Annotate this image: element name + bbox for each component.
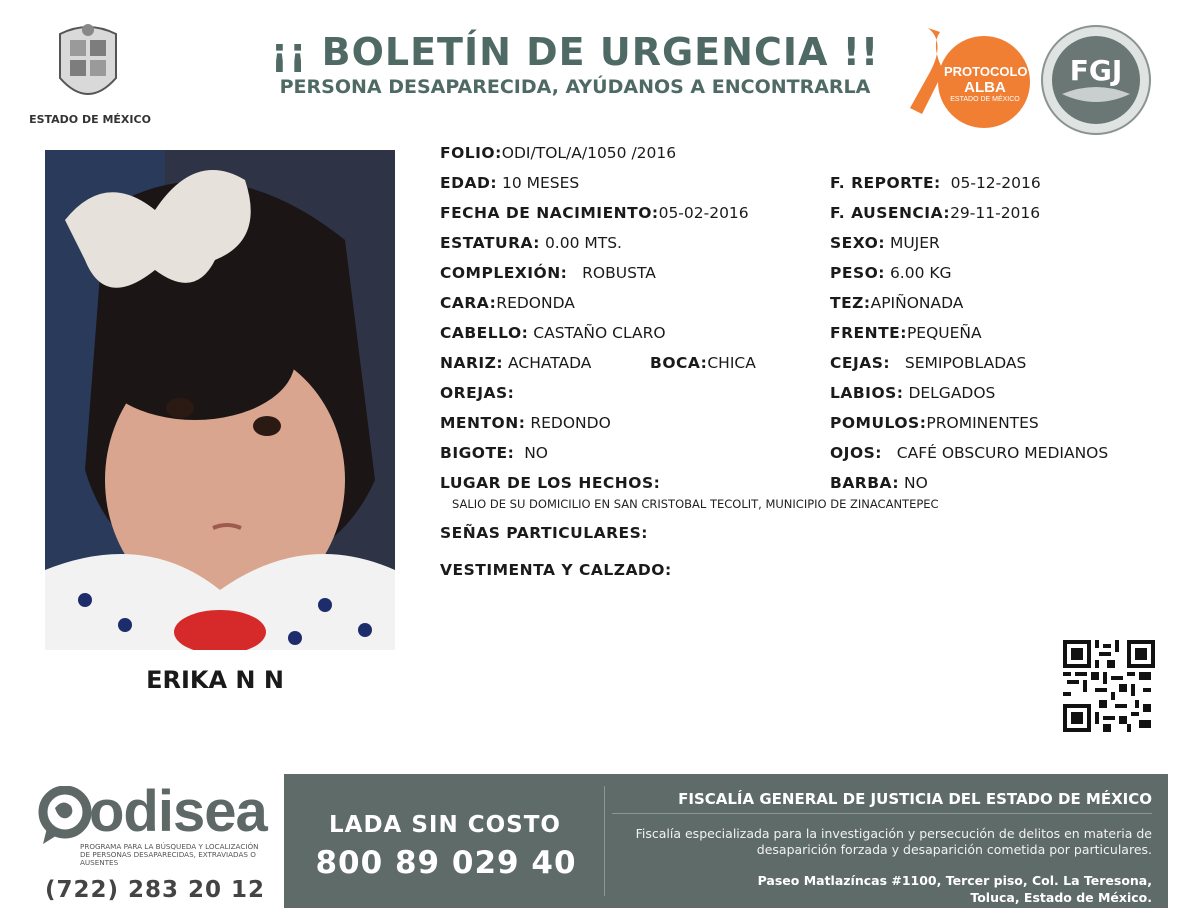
field-edad xyxy=(440,174,579,192)
field-label: SEXO: xyxy=(830,234,886,252)
field-label: ESTATURA: xyxy=(440,234,540,252)
field-value: PEQUEÑA xyxy=(906,324,982,342)
fgj-badge-icon xyxy=(1040,24,1152,136)
field-value: 0.00 MTS. xyxy=(544,234,622,252)
field-f-ausencia xyxy=(830,204,1040,222)
fiscalia-address xyxy=(612,872,1152,906)
field-menton xyxy=(440,414,611,432)
field-value: 05-12-2016 xyxy=(950,174,1041,192)
field-value: NO xyxy=(903,474,928,492)
field-f-reporte xyxy=(830,174,1041,192)
field-tez xyxy=(830,294,963,312)
qr-code-icon[interactable] xyxy=(1063,640,1155,732)
field-label: VESTIMENTA Y CALZADO: xyxy=(440,561,672,579)
field-value: ROBUSTA xyxy=(582,264,656,282)
field-cejas xyxy=(830,354,1026,372)
field-label: FOLIO: xyxy=(440,144,502,162)
field-value: 6.00 KG xyxy=(889,264,952,282)
fiscalia-name: FISCALÍA GENERAL DE JUSTICIA DEL ESTADO DE MÉXICO xyxy=(678,790,1152,808)
field-complexion xyxy=(440,264,656,282)
field-value: CHICA xyxy=(707,354,756,372)
field-label: TEZ: xyxy=(830,294,871,312)
alba-line3: ESTADO DE MÉXICO xyxy=(950,96,1020,103)
field-label: OJOS: xyxy=(830,444,882,462)
odisea-tagline: PROGRAMA PARA LA BÚSQUEDA Y LOCALIZACIÓN DE PERSONAS DESAPARECIDAS, EXTRAVIADAS O AUSENTES xyxy=(80,842,259,867)
field-pomulos xyxy=(830,414,1039,432)
field-label: NARIZ: xyxy=(440,354,504,372)
field-label: CEJAS: xyxy=(830,354,891,372)
field-label: CARA: xyxy=(440,294,497,312)
state-label: ESTADO DE MÉXICO xyxy=(29,113,151,126)
field-value: 10 MESES xyxy=(501,174,580,192)
field-fecha-nacimiento xyxy=(440,204,749,222)
fgj-text: FGJ xyxy=(1069,54,1123,87)
odisea-map-pin-icon xyxy=(37,786,93,846)
field-label: BIGOTE: xyxy=(440,444,515,462)
field-bigote xyxy=(440,444,548,462)
lada-number[interactable]: 800 89 029 40 xyxy=(315,845,577,881)
field-folio xyxy=(440,144,676,162)
field-label: LUGAR DE LOS HECHOS: xyxy=(440,474,661,492)
field-label: F. AUSENCIA: xyxy=(830,204,951,222)
person-name: ERIKA N N xyxy=(146,666,284,694)
field-value: 29-11-2016 xyxy=(950,204,1041,222)
field-cabello xyxy=(440,324,666,342)
field-sexo xyxy=(830,234,940,252)
field-labios xyxy=(830,384,995,402)
field-lugar-value: SALIO DE SU DOMICILIO EN SAN CRISTOBAL TECOLIT, MUNICIPIO DE ZINACANTEPEC xyxy=(452,497,939,511)
field-label: POMULOS: xyxy=(830,414,927,432)
field-peso xyxy=(830,264,952,282)
field-label: COMPLEXIÓN: xyxy=(440,264,568,282)
field-value: MUJER xyxy=(889,234,940,252)
footer-divider xyxy=(604,786,605,896)
field-label: CABELLO: xyxy=(440,324,529,342)
field-label: FRENTE: xyxy=(830,324,907,342)
field-barba xyxy=(830,474,928,492)
field-lugar xyxy=(440,474,660,492)
field-label: BARBA: xyxy=(830,474,900,492)
lada-label: LADA SIN COSTO xyxy=(329,812,561,838)
field-label: MENTON: xyxy=(440,414,526,432)
field-label: F. REPORTE: xyxy=(830,174,941,192)
alba-line1: PROTOCOLO xyxy=(944,64,1028,79)
field-senas xyxy=(440,524,648,542)
odisea-phone[interactable]: (722) 283 20 12 xyxy=(44,877,266,903)
field-label: PESO: xyxy=(830,264,885,282)
field-value: ODI/TOL/A/1050 /2016 xyxy=(501,144,677,162)
page-subtitle: PERSONA DESAPARECIDA, AYÚDANOS A ENCONTRARLA xyxy=(279,76,871,98)
page-title: ¡¡ BOLETÍN DE URGENCIA !! xyxy=(270,30,880,74)
field-label: BOCA: xyxy=(650,354,708,372)
field-orejas xyxy=(440,384,514,402)
field-value: ACHATADA xyxy=(508,354,592,372)
field-label: OREJAS: xyxy=(440,384,515,402)
field-value: 05-02-2016 xyxy=(658,204,749,222)
field-label: SEÑAS PARTICULARES: xyxy=(440,524,649,542)
address-line1: Paseo Matlazíncas #1100, Tercer piso, Col. La Teresona, xyxy=(757,873,1152,888)
field-value: DELGADOS xyxy=(908,384,996,402)
field-label: FECHA DE NACIMIENTO: xyxy=(440,204,659,222)
address-line2: Toluca, Estado de México. xyxy=(970,890,1152,905)
state-seal-icon xyxy=(50,20,126,110)
field-frente xyxy=(830,324,982,342)
field-value: APIÑONADA xyxy=(870,294,964,312)
field-value: CAFÉ OBSCURO MEDIANOS xyxy=(896,444,1109,462)
field-cara xyxy=(440,294,575,312)
field-value: REDONDA xyxy=(496,294,575,312)
field-vestimenta xyxy=(440,561,672,579)
field-value: SEMIPOBLADAS xyxy=(904,354,1027,372)
field-value: REDONDO xyxy=(530,414,611,432)
fiscalia-divider xyxy=(612,813,1152,814)
field-nariz xyxy=(440,354,591,372)
protocolo-alba-logo xyxy=(900,22,1030,132)
field-value: PROMINENTES xyxy=(926,414,1039,432)
field-value: CASTAÑO CLARO xyxy=(533,324,666,342)
odisea-wordmark: odisea xyxy=(89,779,267,844)
field-boca xyxy=(650,354,756,372)
fiscalia-description: Fiscalía especializada para la investigación y persecución de delitos en materia de desaparición forzada y desaparición cometida por particulares. xyxy=(635,826,1152,857)
alba-line2: ALBA xyxy=(964,79,1006,96)
field-label: LABIOS: xyxy=(830,384,904,402)
field-ojos xyxy=(830,444,1108,462)
field-estatura xyxy=(440,234,622,252)
missing-person-photo xyxy=(45,150,395,650)
field-label: EDAD: xyxy=(440,174,498,192)
field-value: NO xyxy=(524,444,548,462)
